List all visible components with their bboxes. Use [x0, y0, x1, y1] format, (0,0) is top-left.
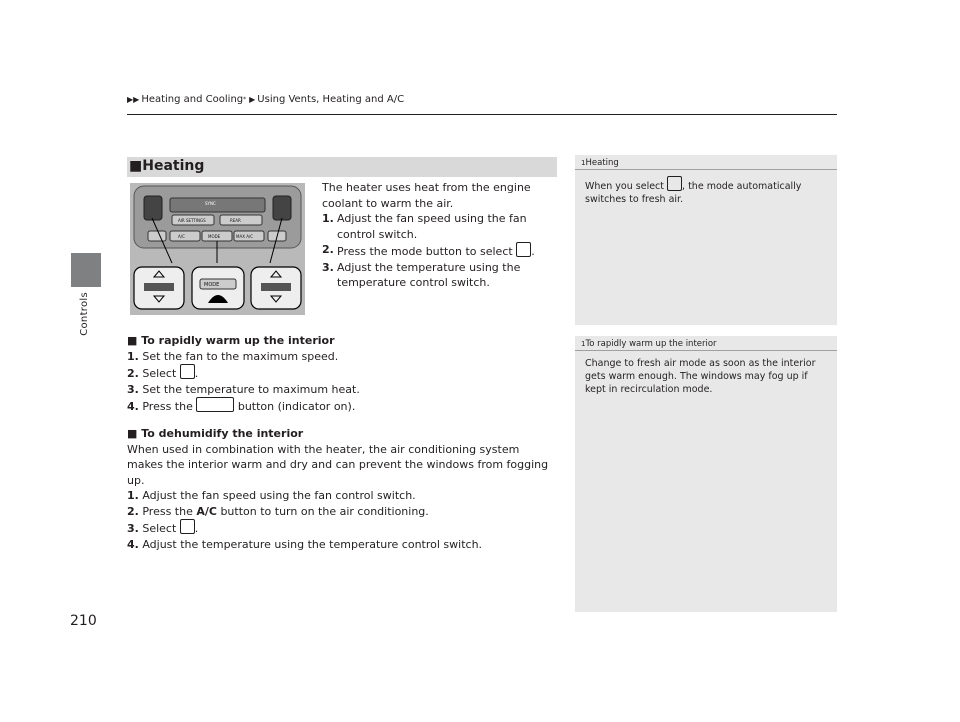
note-title: 1Heating — [581, 158, 619, 168]
list-item: 3. Select . — [127, 519, 557, 537]
note-title: 1To rapidly warm up the interior — [581, 339, 717, 349]
breadcrumb-part1: Heating and Cooling — [141, 94, 244, 105]
svg-text:MODE: MODE — [208, 234, 221, 239]
svg-text:AIR SETTINGS: AIR SETTINGS — [178, 218, 206, 223]
list-item: 1. Adjust the fan speed using the fan control switch. — [322, 212, 527, 241]
warm-up-section — [127, 333, 557, 415]
breadcrumb-part2: Using Vents, Heating and A/C — [257, 94, 405, 105]
list-item: 3. Adjust the temperature using the temperature control switch. — [322, 260, 521, 289]
svg-text:MODE: MODE — [204, 282, 220, 288]
subsection-title: ■ To dehumidify the interior — [127, 427, 304, 440]
heating-intro — [322, 180, 557, 291]
heat-mode-icon — [667, 176, 682, 191]
breadcrumb-arrow-icon: ▶▶ — [127, 95, 140, 104]
list-item: 2. Press the mode button to select . — [322, 243, 535, 258]
list-item: 4. Press the button (indicator on). — [127, 397, 557, 415]
intro-line: The heater uses heat from the engine coolant to warm the air. — [322, 181, 531, 210]
section-title: ■Heating — [129, 158, 205, 174]
sync-label: SYNC — [205, 201, 216, 206]
list-item: 2. Press the A/C button to turn on the air conditioning. — [127, 504, 429, 518]
list-item: 4. Adjust the temperature using the temperature control switch. — [127, 537, 483, 551]
heat-mode-icon — [516, 242, 531, 257]
paragraph: When used in combination with the heater, the air conditioning system makes the interior warm and dry and can prevent the windows from fogging up. — [127, 442, 549, 487]
header-rule — [127, 114, 837, 115]
list-item: 3. Set the temperature to maximum heat. — [127, 382, 360, 396]
subsection-title: ■ To rapidly warm up the interior — [127, 334, 335, 347]
recirculation-icon — [196, 397, 234, 412]
svg-text:REAR: REAR — [230, 218, 241, 223]
climate-control-panel-illustration — [130, 183, 305, 315]
breadcrumb-arrow-icon: ▶ — [249, 95, 256, 104]
page-number: 210 — [70, 613, 97, 629]
side-note-warm-up — [575, 336, 837, 612]
svg-text:MAX A/C: MAX A/C — [236, 234, 254, 239]
list-item: 1. Set the fan to the maximum speed. — [127, 349, 339, 363]
chapter-tab — [71, 253, 101, 287]
list-item: 1. Adjust the fan speed using the fan control switch. — [127, 489, 416, 502]
heat-mode-icon — [180, 519, 195, 534]
heat-mode-icon — [180, 364, 195, 379]
svg-text:A/C: A/C — [178, 234, 185, 239]
breadcrumb — [127, 94, 404, 105]
list-item: 2. Select . — [127, 364, 557, 382]
option-mark: * — [243, 96, 247, 103]
chapter-label: Controls — [79, 292, 90, 336]
side-note-heating — [575, 155, 837, 325]
note-body: When you select , the mode automatically switches to fresh air. — [575, 170, 837, 212]
dehumidify-section — [127, 426, 557, 552]
note-body: Change to fresh air mode as soon as the interior gets warm enough. The windows may fog up if kept in recirculation mode. — [585, 358, 816, 395]
